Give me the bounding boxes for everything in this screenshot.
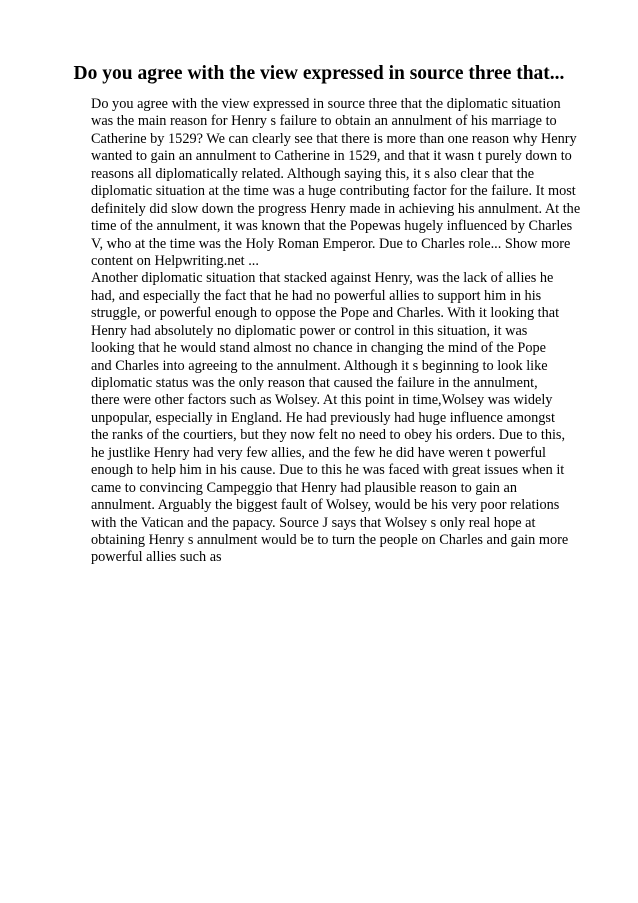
body-line: with the Vatican and the papacy. Source J says that Wolsey s only real hope at xyxy=(91,514,536,531)
body-line: Do you agree with the view expressed in source three that the diplomatic situation xyxy=(91,96,561,112)
document-body xyxy=(91,96,611,567)
body-line: V, who at the time was the Holy Roman Emperor. Due to Charles role... Show more xyxy=(91,235,571,252)
body-line: time of the annulment, it was known that the Popewas hugely influenced by Charles xyxy=(91,218,573,235)
body-line: reasons all diplomatically related. Although saying this, it s also clear that the xyxy=(91,165,535,182)
body-line: came to convincing Campeggio that Henry had plausible reason to gain an xyxy=(91,479,518,496)
body-line: there were other factors such as Wolsey. At this point in time,Wolsey was widely xyxy=(91,392,553,409)
body-line: he justlike Henry had very few allies, and the few he did have weren t powerful xyxy=(91,444,546,461)
body-line: wanted to gain an annulment to Catherine in 1529, and that it wasn t purely down to xyxy=(91,148,572,165)
body-line: obtaining Henry s annulment would be to turn the people on Charles and gain more xyxy=(91,531,569,548)
body-line: struggle, or powerful enough to oppose the Pope and Charles. With it looking that xyxy=(91,305,560,322)
page-title: Do you agree with the view expressed in source three that... xyxy=(73,63,565,84)
body-line: had, and especially the fact that he had no powerful allies to support him in his xyxy=(91,287,542,304)
body-line: definitely did slow down the progress Henry made in achieving his annulment. At the xyxy=(91,200,581,217)
body-line: annulment. Arguably the biggest fault of Wolsey, would be his very poor relations xyxy=(91,497,560,514)
body-line: looking that he would stand almost no chance in changing the mind of the Pope xyxy=(91,340,547,357)
body-line: Another diplomatic situation that stacked against Henry, was the lack of allies he xyxy=(91,270,554,287)
body-line: diplomatic status was the only reason that caused the failure in the annulment, xyxy=(91,375,538,391)
body-line: and Charles into agreeing to the annulment. Although it s beginning to look like xyxy=(91,357,548,374)
body-line: content on Helpwriting.net ... xyxy=(91,252,259,269)
body-line: Henry had absolutely no diplomatic power or control in this situation, it was xyxy=(91,322,528,339)
body-line: diplomatic situation at the time was a huge contributing factor for the failure. It most xyxy=(91,183,576,200)
body-line: the ranks of the courtiers, but they now felt no need to obey his orders. Due to this, xyxy=(91,427,566,444)
body-line: powerful allies such as xyxy=(91,549,222,566)
body-line: unpopular, especially in England. He had previously had huge influence amongst xyxy=(91,409,555,426)
body-line: was the main reason for Henry s failure to obtain an annulment of his marriage to xyxy=(91,113,557,130)
body-line: Catherine by 1529? We can clearly see that there is more than one reason why Henry xyxy=(91,130,577,147)
body-line: enough to help him in his cause. Due to this he was faced with great issues when it xyxy=(91,462,565,479)
